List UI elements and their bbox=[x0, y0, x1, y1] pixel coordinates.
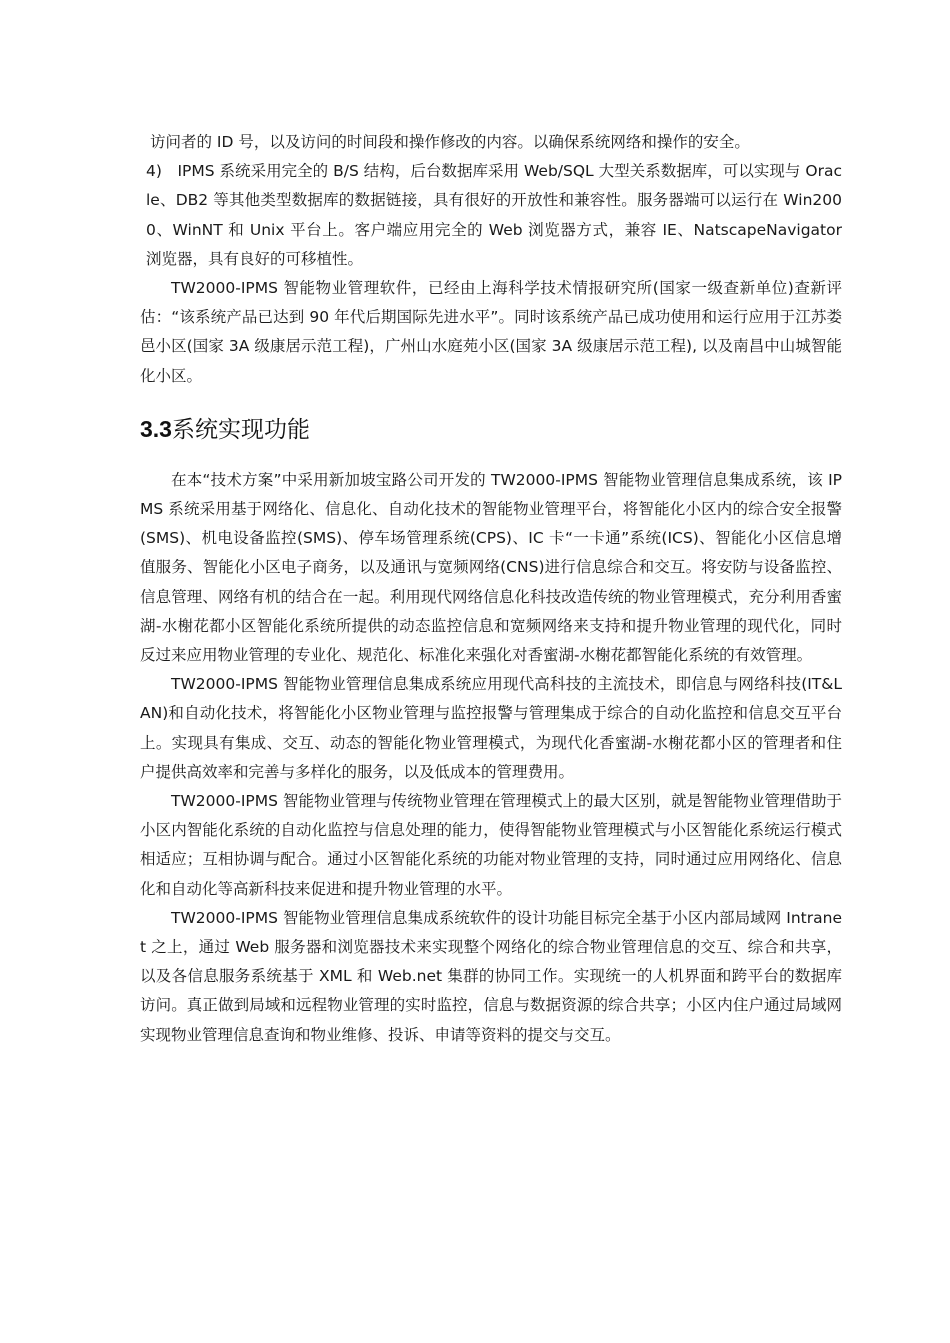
paragraph-list-item-4: 4) IPMS 系统采用完全的 B/S 结构，后台数据库采用 Web/SQL 大型关系数据库，可以实现与 Oracle、DB2 等其他类型数据库的数据链接，具有很好的开放性和兼容性。服务器端可以运行在 Win2000、WinNT 和 Unix 平台上。客户端应用完全的 Web 浏览器方式，兼容 IE、NatscapeNavigator 浏览器，具有良好的可移植性。 bbox=[146, 162, 842, 268]
document-page bbox=[140, 128, 842, 1050]
section-title: 系统实现功能 bbox=[171, 416, 310, 443]
paragraph-evaluation: TW2000-IPMS 智能物业管理软件，已经由上海科学技术情报研究所(国家一级查新单位)查新评估：“该系统产品已达到 90 年代后期国际先进水平”。同时该系统产品已成功使用和运行应用于江苏娄邑小区(国家 3A 级康居示范工程)，广州山水庭苑小区(国家 3A 级康居示范工程), 以及南昌中山城智能化小区。 bbox=[140, 279, 842, 385]
section-heading bbox=[140, 411, 842, 448]
paragraph-body: 在本“技术方案”中采用新加坡宝路公司开发的 TW2000-IPMS 智能物业管理信息集成系统，该 IPMS 系统采用基于网络化、信息化、自动化技术的智能物业管理平台，将智能化小区内的综合安全报警(SMS)、机电设备监控(SMS)、停车场管理系统(CPS)、IC 卡“一卡通”系统(ICS)、智能化小区信息增值服务、智能化小区电子商务，以及通讯与宽频网络(CNS)进行信息综合和交互。将安防与设备监控、信息管理、网络有机的结合在一起。利用现代网络信息化科技改造传统的物业管理模式，充分利用香蜜湖-水榭花都小区智能化系统所提供的动态监控信息和宽频网络来支持和提升物业管理的现代化，同时反过来应用物业管理的专业化、规范化、标准化来强化对香蜜湖-水榭花都智能化系统的有效管理。 bbox=[140, 470, 842, 665]
paragraph-body: TW2000-IPMS 智能物业管理与传统物业管理在管理模式上的最大区别，就是智能物业管理借助于小区内智能化系统的自动化监控与信息处理的能力，使得智能物业管理模式与小区智能化系统运行模式相适应；互相协调与配合。通过小区智能化系统的功能对物业管理的支持，同时通过应用网络化、信息化和自动化等高新科技来促进和提升物业管理的水平。 bbox=[140, 792, 842, 898]
section-number: 3.3 bbox=[140, 415, 172, 442]
paragraph-body: TW2000-IPMS 智能物业管理信息集成系统应用现代高科技的主流技术，即信息与网络科技(IT&LAN)和自动化技术，将智能化小区物业管理与监控报警与管理集成于综合的自动化监控和信息交互平台上。实现具有集成、交互、动态的智能化物业管理模式，为现代化香蜜湖-水榭花都小区的管理者和住户提供高效率和完善与多样化的服务，以及低成本的管理费用。 bbox=[140, 675, 842, 781]
paragraph-body: TW2000-IPMS 智能物业管理信息集成系统软件的设计功能目标完全基于小区内部局域网 Intranet 之上，通过 Web 服务器和浏览器技术来实现整个网络化的综合物业管理信息的交互、综合和共享，以及各信息服务系统基于 XML 和 Web.net 集群的协同工作。实现统一的人机界面和跨平台的数据库访问。真正做到局域和远程物业管理的实时监控，信息与数据资源的综合共享；小区内住户通过局域网实现物业管理信息查询和物业维修、投诉、申请等资料的提交与交互。 bbox=[140, 908, 842, 1044]
paragraph-continued: 访问者的 ID 号，以及访问的时间段和操作修改的内容。以确保系统网络和操作的安全。 bbox=[150, 133, 750, 151]
